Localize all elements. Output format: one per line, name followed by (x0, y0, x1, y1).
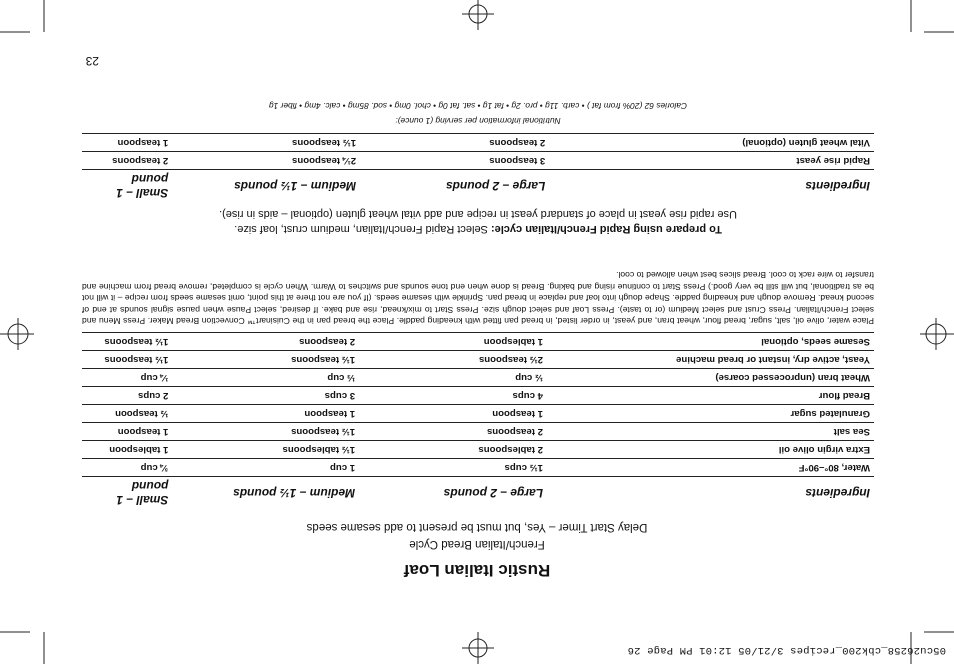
print-slug: 05cu26258_cbk200_recipes 3/21/05 12:01 PM Page 26 (627, 644, 946, 656)
table-row (82, 423, 874, 441)
table-row (82, 459, 874, 477)
ingredient-name: Bread flour (547, 387, 874, 405)
amount-large: 3 teaspoons (360, 152, 549, 170)
ingredient-name: Rapid rise yeast (549, 152, 874, 170)
amount-large: 2 tablespoons (359, 441, 547, 459)
amount-medium: 2¼ teaspoons (172, 152, 360, 170)
table-header-row (82, 170, 874, 203)
rapid-cycle-text: Use rapid rise yeast in place of standard yeast in recipe and add vital wheat gluten (optional – aids in rise). (219, 208, 737, 220)
rapid-cycle-heading-bold: To prepare using Rapid French/Italian cycle: (490, 223, 722, 235)
amount-small: 1 tablespoon (82, 441, 172, 459)
header-large: Large – 2 pounds (360, 170, 549, 203)
amount-small: ¼ cup (82, 369, 172, 387)
amount-small: 1 teaspoon (82, 134, 172, 152)
amount-small: 2 cups (82, 387, 172, 405)
ingredients-table (82, 332, 874, 509)
rapid-cycle-heading (82, 223, 874, 235)
header-small: Small – 1 pound (82, 477, 172, 510)
cycle-subtitle: French/Italian Bread Cycle (409, 538, 545, 550)
amount-medium: 1½ teaspoons (172, 134, 360, 152)
amount-medium: 2 teaspoons (172, 333, 359, 351)
header-large: Large – 2 pounds (359, 477, 547, 510)
table-row (82, 441, 874, 459)
rapid-ingredients-table (82, 133, 874, 202)
ingredient-name: Granulated sugar (547, 405, 874, 423)
header-medium: Medium – 1½ pounds (172, 477, 359, 510)
amount-large: ½ cup (359, 369, 547, 387)
amount-small: 1½ teaspoons (82, 351, 172, 369)
amount-medium: 1 teaspoon (172, 405, 359, 423)
nutrition-info: Calories 62 (20% from fat ) • carb. 11g • pro. 2g • fat 1g • sat. fat 0g • chol. 0mg • sod. 85mg • calc. 4mg • fiber 1g (268, 101, 688, 111)
recipe-title: Rustic Italian Loaf (403, 561, 551, 580)
rapid-cycle-heading-rest: Select Rapid French/Italian, medium crust, loaf size. (234, 223, 491, 235)
amount-medium: 1 cup (172, 459, 359, 477)
header-ingredients: Ingredients (549, 170, 874, 203)
table-row (82, 152, 874, 170)
amount-large: 2 teaspoons (360, 134, 549, 152)
table-header-row (82, 477, 874, 510)
delay-timer-note: Delay Start Timer – Yes, but must be present to add sesame seeds (306, 521, 648, 533)
amount-large: 1 teaspoon (359, 405, 547, 423)
amount-small: ½ teaspoon (82, 405, 172, 423)
amount-medium: 1½ tablespoons (172, 441, 359, 459)
ingredient-name: Water, 80°–90°F (547, 459, 874, 477)
amount-medium: 1½ teaspoons (172, 351, 359, 369)
page-number: 23 (85, 54, 99, 68)
ingredient-name: Wheat bran (unprocessed coarse) (547, 369, 874, 387)
amount-medium: 1½ teaspoons (172, 423, 359, 441)
header-medium: Medium – 1½ pounds (172, 170, 360, 203)
ingredient-name: Sesame seeds, optional (547, 333, 874, 351)
ingredient-name: Extra virgin olive oil (547, 441, 874, 459)
table-row (82, 351, 874, 369)
amount-large: 1 tablespoon (359, 333, 547, 351)
ingredient-name: Yeast, active dry, instant or bread machine (547, 351, 874, 369)
nutrition-label: Nutritional information per serving (1 ounce): (395, 116, 561, 126)
amount-small: 2 teaspoons (82, 152, 172, 170)
amount-large: 2½ teaspoons (359, 351, 547, 369)
table-row (82, 405, 874, 423)
ingredient-name: Vital wheat gluten (optional) (549, 134, 874, 152)
amount-small: 1 teaspoon (82, 423, 172, 441)
amount-large: 2 teaspoons (359, 423, 547, 441)
amount-small: ¾ cup (82, 459, 172, 477)
amount-large: 1½ cups (359, 459, 547, 477)
table-row (82, 134, 874, 152)
amount-large: 4 cups (359, 387, 547, 405)
table-row (82, 369, 874, 387)
amount-medium: ⅓ cup (172, 369, 359, 387)
header-ingredients: Ingredients (547, 477, 874, 510)
table-row (82, 387, 874, 405)
ingredient-name: Sea salt (547, 423, 874, 441)
table-row (82, 333, 874, 351)
amount-small: 1½ teaspoons (82, 333, 172, 351)
amount-medium: 3 cups (172, 387, 359, 405)
header-small: Small – 1 pound (82, 170, 172, 203)
instructions-paragraph: Place water, olive oil, salt, sugar, bread flour, wheat bran, and yeast, in order listed, in bread pan fitted with kneading paddle. Place the bread pan in the Cuisinart™ Convection Bread Maker. Press Menu and select French/Italian. Press Crust and select Medium (or to taste). Press Loaf and select dough size. Press Start to mix/knead, rise and bake. If desired, select Pause when pause signal sounds at end of second knead. Remove dough and kneading paddle. Shape dough into loaf and replace in bread pan. Sprinkle with sesame seeds. (If you are not there at this point, omit sesame seeds from recipe – it will not be as traditional, but will still be very good.) Press Start to continue rising and baking. Bread is done when end tone sounds and switches to Warm. When cycle is completed, remove bread from machine and transfer to wire rack to cool. Bread slices best when allowed to cool. (82, 270, 874, 326)
